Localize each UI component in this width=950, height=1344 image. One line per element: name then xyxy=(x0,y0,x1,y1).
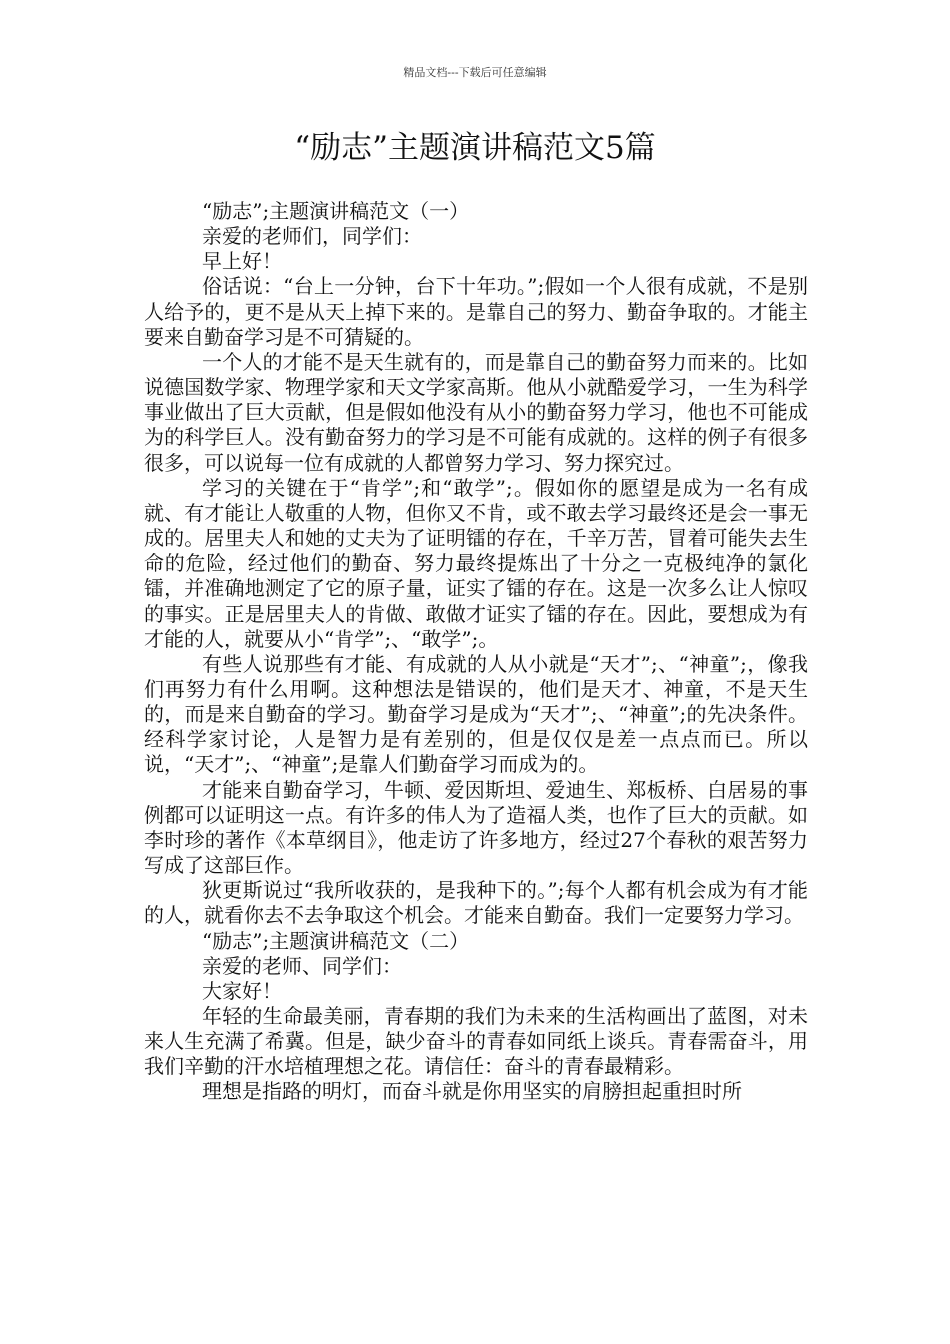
paragraph: 一个人的才能不是天生就有的，而是靠自己的勤奋努力而来的。比如说德国数学家、物理学家和天文学家高斯。他从小就酷爱学习，一生为科学事业做出了巨大贡献，但是假如他没有从小的勤奋努力学习，他也不可能成为的科学巨人。没有勤奋努力的学习是不可能有成就的。这样的例子有很多很多，可以说每一位有成就的人都曾努力学习、努力探究过。 xyxy=(144,349,808,475)
document-title: “励志”主题演讲稿范文5篇 xyxy=(294,130,656,166)
paragraph: 俗话说：“台上一分钟，台下十年功。”;假如一个人很有成就，不是别人给予的，更不是从天上掉下来的。是靠自己的努力、勤奋争取的。才能主要来自勤奋学习是不可猜疑的。 xyxy=(144,274,808,349)
header-note: 精品文档---下载后可任意编辑 xyxy=(403,66,547,79)
greeting: 大家好！ xyxy=(202,978,282,1003)
salutation: 亲爱的老师们，同学们： xyxy=(202,224,422,249)
document-body xyxy=(144,199,808,1105)
paragraph: 才能来自勤奋学习，牛顿、爱因斯坦、爱迪生、郑板桥、白居易的事例都可以证明这一点。有许多的伟人为了造福人类，也作了巨大的贡献。如李时珍的著作《本草纲目》，他走访了许多地方，经过27个春秋的艰苦努力写成了这部巨作。 xyxy=(144,777,808,878)
paragraph: 狄更斯说过“我所收获的，是我种下的。”;每个人都有机会成为有才能的人，就看你去不去争取这个机会。才能来自勤奋。我们一定要努力学习。 xyxy=(144,878,808,928)
paragraph: 学习的关键在于“肯学”;和“敢学”;。假如你的愿望是成为一名有成就、有才能让人敬重的人物，但你又不肯，或不敢去学习最终还是会一事无成的。居里夫人和她的丈夫为了证明镭的存在，千辛万苦，冒着可能失去生命的危险，经过他们的勤奋、努力最终提炼出了十分之一克极纯净的氯化镭，并准确地测定了它的原子量，证实了镭的存在。这是一次多么让人惊叹的事实。正是居里夫人的肯做、敢做才证实了镭的存在。因此，要想成为有才能的人，就要从小“肯学”;、“敢学”;。 xyxy=(144,475,808,651)
section-heading-1: “励志”;主题演讲稿范文（一） xyxy=(202,199,470,223)
section-heading-2: “励志”;主题演讲稿范文（二） xyxy=(202,928,470,953)
salutation: 亲爱的老师、同学们： xyxy=(202,953,402,978)
paragraph: 年轻的生命最美丽，青春期的我们为未来的生活构画出了蓝图，对未来人生充满了希冀。但是，缺少奋斗的青春如同纸上谈兵。青春需奋斗，用我们辛勤的汗水培植理想之花。请信任：奋斗的青春最精彩。 xyxy=(144,1004,808,1079)
paragraph: 理想是指路的明灯，而奋斗就是你用坚实的肩膀担起重担时所 xyxy=(202,1079,742,1104)
greeting: 早上好！ xyxy=(202,249,282,274)
paragraph: 有些人说那些有才能、有成就的人从小就是“天才”;、“神童”;，像我们再努力有什么用啊。这种想法是错误的，他们是天才、神童，不是天生的，而是来自勤奋的学习。勤奋学习是成为“天才”;、“神童”;的先决条件。经科学家讨论，人是智力是有差别的，但是仅仅是差一点点而已。所以说，“天才”;、“神童”;是靠人们勤奋学习而成为的。 xyxy=(144,651,808,777)
